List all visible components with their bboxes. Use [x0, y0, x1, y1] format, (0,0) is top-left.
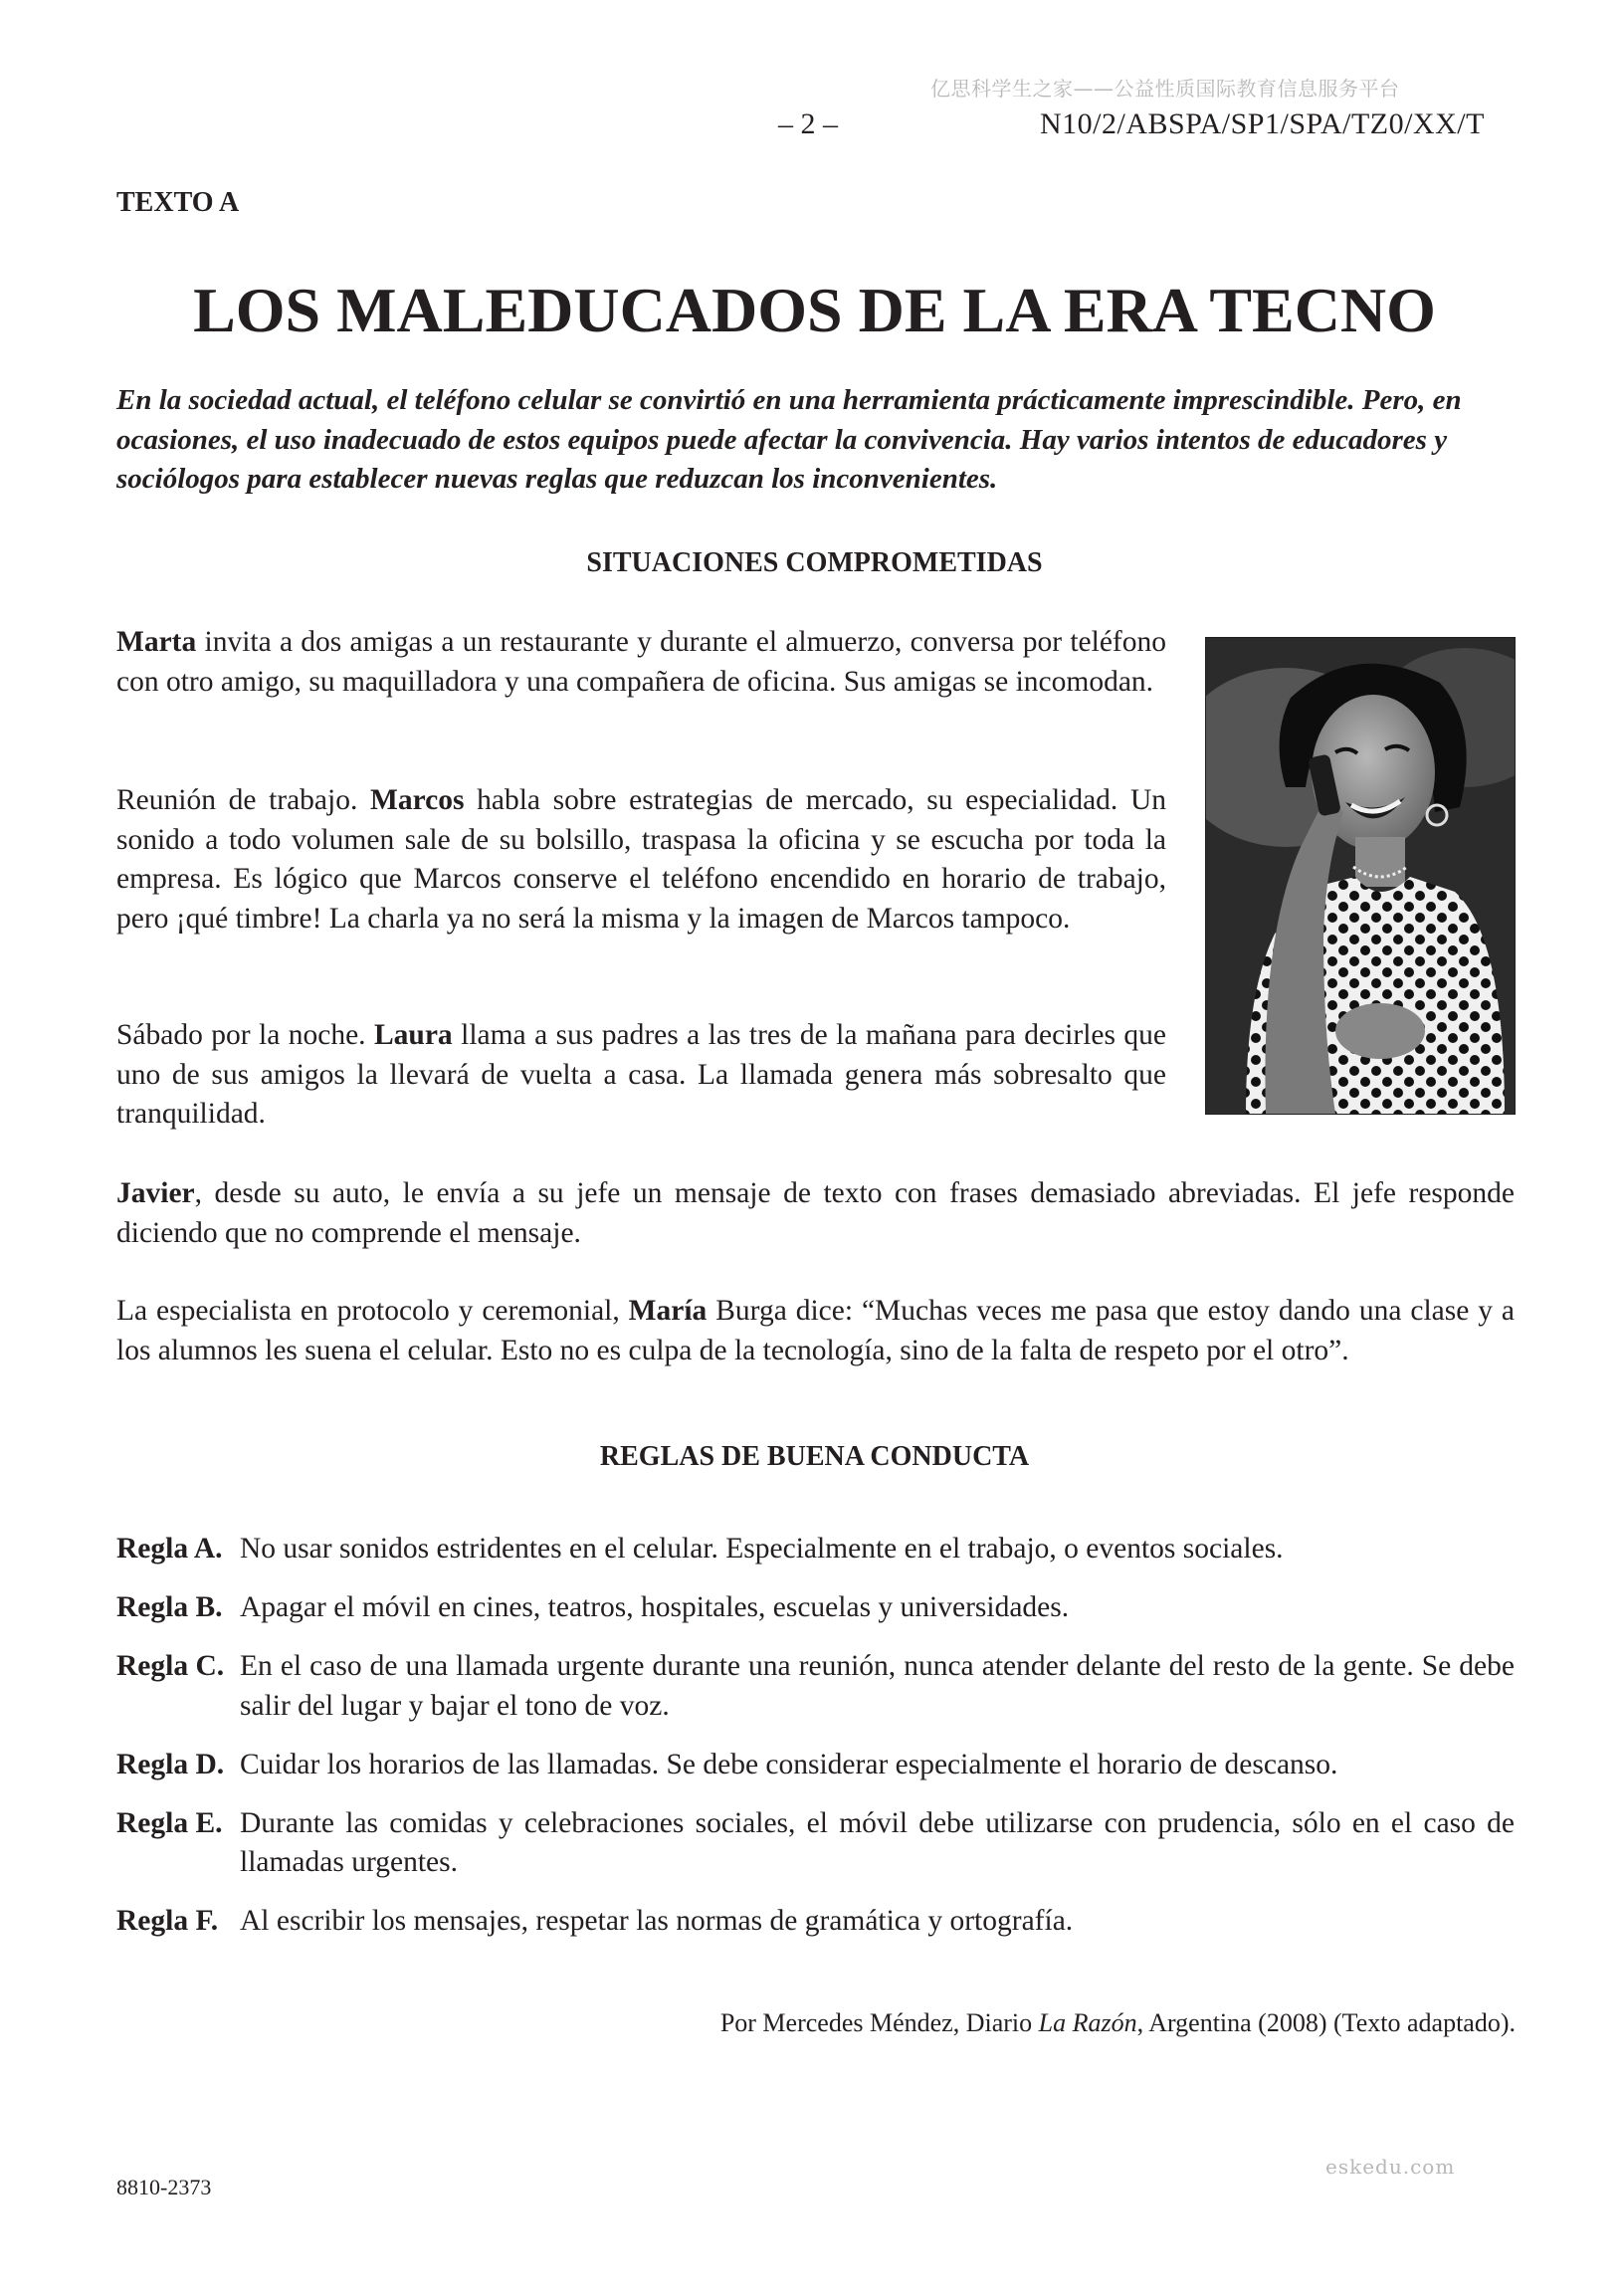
rule-label: Regla C.: [116, 1650, 225, 1682]
situation-paragraph: [116, 623, 1166, 702]
rule-text: En el caso de una llamada urgente durante una reunión, nunca atender delante del resto de la gente. Se debe salir del lugar y bajar el tono de voz.: [240, 1650, 1515, 1722]
paragraph-lead: Reunión de trabajo.: [116, 784, 370, 816]
person-name: Javier: [116, 1177, 195, 1209]
rule-label: Regla E.: [116, 1806, 223, 1839]
source-citation: [720, 2008, 1516, 2038]
page-number: – 2 –: [778, 107, 838, 140]
rule-label: Regla F.: [116, 1905, 219, 1937]
photo-illustration: [1206, 638, 1515, 1114]
rule-text: No usar sonidos estridentes en el celular. Especialmente en el trabajo, o eventos sociales.: [240, 1533, 1284, 1565]
source-prefix: Por Mercedes Méndez, Diario: [719, 2008, 1039, 2037]
rule-item: [116, 1647, 1515, 1726]
situation-paragraph: [116, 1292, 1515, 1370]
rule-label: Regla B.: [116, 1591, 223, 1623]
footer-watermark: eskedu.com: [1325, 2155, 1456, 2179]
person-name: Marcos: [369, 784, 465, 816]
rule-text: Al escribir los mensajes, respetar las normas de gramática y ortografía.: [240, 1905, 1074, 1937]
paragraph-text: habla sobre estrategias de mercado, su especialidad. Un sonido a todo volumen sale de su bolsillo, traspasa la oficina y se escucha por toda la empresa. Es lógico que Marcos conserve el teléfono encendido en horario de trabajo, pero ¡qué timbre! La charla ya no será la misma y la imagen de Marcos tampoco.: [116, 784, 1166, 935]
header-watermark: 亿思科学生之家——公益性质国际教育信息服务平台: [930, 77, 1400, 101]
exam-code: N10/2/ABSPA/SP1/SPA/TZ0/XX/T: [1040, 107, 1485, 140]
rules-heading: REGLAS DE BUENA CONDUCTA: [599, 1441, 1030, 1472]
rule-item: [116, 1530, 1515, 1569]
rule-item: [116, 1804, 1515, 1883]
rule-text: Cuidar los horarios de las llamadas. Se debe considerar especialmente el horario de descanso.: [240, 1748, 1338, 1780]
rule-item: [116, 1746, 1515, 1785]
rule-text: Apagar el móvil en cines, teatros, hospitales, escuelas y universidades.: [240, 1591, 1070, 1623]
situation-paragraph: [116, 781, 1166, 939]
article-title: LOS MALEDUCADOS DE LA ERA TECNO: [193, 275, 1436, 345]
article-intro: En la sociedad actual, el teléfono celular se convirtió en una herramienta prácticamente imprescindible. Pero, en ocasiones, el uso inadecuado de estos equipos puede afectar la convivencia. Hay varios intentos de educadores y sociólogos para establecer nuevas reglas que reduzcan los inconvenientes.: [116, 384, 1462, 495]
paragraph-text: llama a sus padres a las tres de la mañana para decirles que uno de sus amigos la llevará de vuelta a casa. La llamada genera más sobresalto que tranquilidad.: [116, 1019, 1166, 1130]
situation-paragraph: [116, 1174, 1515, 1253]
situations-heading: SITUACIONES COMPROMETIDAS: [586, 547, 1043, 578]
paragraph-text: Burga dice: “Muchas veces me pasa que estoy dando una clase y a los alumnos les suena el celular. Esto no es culpa de la tecnología, sino de la falta de respeto por el otro”.: [116, 1295, 1515, 1366]
rule-label: Regla A.: [116, 1533, 223, 1565]
paragraph-text: , desde su auto, le envía a su jefe un mensaje de texto con frases demasiado abreviadas. El jefe responde diciendo que no comprende el mensaje.: [116, 1177, 1515, 1249]
person-name: Laura: [374, 1019, 453, 1051]
situation-paragraph: [116, 1016, 1166, 1135]
rule-label: Regla D.: [116, 1748, 225, 1780]
footer-code: 8810-2373: [116, 2175, 212, 2199]
rule-item: [116, 1902, 1515, 1942]
section-label: TEXTO A: [116, 187, 240, 218]
paragraph-lead: La especialista en protocolo y ceremonial,: [116, 1295, 629, 1327]
rule-item: [116, 1588, 1515, 1628]
paragraph-lead: Sábado por la noche.: [116, 1019, 374, 1051]
person-name: Marta: [116, 626, 197, 658]
source-suffix: , Argentina (2008) (Texto adaptado).: [1136, 2008, 1516, 2037]
source-publication: La Razón: [1038, 2008, 1137, 2037]
woman-on-phone-photo: [1205, 637, 1516, 1115]
rule-text: Durante las comidas y celebraciones sociales, el móvil debe utilizarse con prudencia, sólo en el caso de llamadas urgentes.: [240, 1806, 1515, 1878]
person-name: María: [628, 1295, 708, 1327]
paragraph-text: invita a dos amigas a un restaurante y durante el almuerzo, conversa por teléfono con otro amigo, su maquilladora y una compañera de oficina. Sus amigas se incomodan.: [116, 626, 1166, 698]
rules-list: [116, 1530, 1515, 1961]
